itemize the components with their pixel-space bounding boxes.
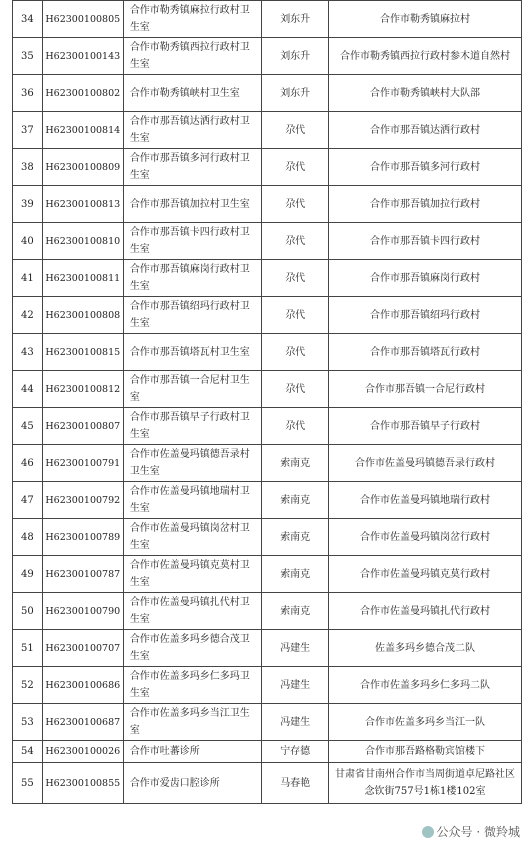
institution-name-cell: 合作市佐盖多玛乡德合茂卫生室 [123, 630, 262, 667]
address-cell: 合作市那吾路格勒宾馆楼下 [329, 741, 522, 763]
address-cell: 合作市那吾镇绍玛行政村 [329, 297, 522, 334]
institution-name-cell: 合作市勒秀镇峡村卫生室 [123, 75, 262, 112]
institution-code-cell: H62300100814 [42, 112, 123, 149]
row-number-cell: 40 [13, 223, 43, 260]
address-cell: 合作市勒秀镇麻拉村 [329, 1, 522, 38]
row-number-cell: 49 [13, 556, 43, 593]
table-row [13, 408, 522, 445]
row-number-cell: 39 [13, 186, 43, 223]
institution-code-cell: H62300100026 [42, 741, 123, 763]
address-cell: 合作市那吾镇加拉行政村 [329, 186, 522, 223]
responsible-person-cell: 宁存德 [262, 741, 329, 763]
address-cell: 合作市那吾镇早子行政村 [329, 408, 522, 445]
address-cell: 合作市那吾镇一合尼行政村 [329, 371, 522, 408]
table-row [13, 445, 522, 482]
address-cell: 合作市勒秀镇西拉行政村参木道自然村 [329, 38, 522, 75]
institution-code-cell: H62300100687 [42, 704, 123, 741]
institution-code-cell: H62300100808 [42, 297, 123, 334]
responsible-person-cell: 尕代 [262, 112, 329, 149]
institution-code-cell: H62300100810 [42, 223, 123, 260]
responsible-person-cell: 冯建生 [262, 667, 329, 704]
row-number-cell: 36 [13, 75, 43, 112]
row-number-cell: 45 [13, 408, 43, 445]
institution-name-cell: 合作市吐蕃诊所 [123, 741, 262, 763]
row-number-cell: 38 [13, 149, 43, 186]
institution-name-cell: 合作市佐盖曼玛镇扎代村卫生室 [123, 593, 262, 630]
table-row [13, 482, 522, 519]
table-row [13, 223, 522, 260]
responsible-person-cell: 尕代 [262, 149, 329, 186]
institution-code-cell: H62300100707 [42, 630, 123, 667]
row-number-cell: 34 [13, 1, 43, 38]
address-cell: 合作市勒秀镇峡村大队部 [329, 75, 522, 112]
row-number-cell: 35 [13, 38, 43, 75]
institution-code-cell: H62300100855 [42, 763, 123, 804]
responsible-person-cell: 尕代 [262, 334, 329, 371]
row-number-cell: 46 [13, 445, 43, 482]
address-cell: 合作市佐盖曼玛镇扎代行政村 [329, 593, 522, 630]
address-cell: 合作市那吾镇麻岗行政村 [329, 260, 522, 297]
responsible-person-cell: 尕代 [262, 371, 329, 408]
responsible-person-cell: 索南克 [262, 482, 329, 519]
responsible-person-cell: 尕代 [262, 260, 329, 297]
address-cell: 合作市那吾镇达洒行政村 [329, 112, 522, 149]
clinic-table-container [12, 0, 522, 804]
row-number-cell: 54 [13, 741, 43, 763]
address-cell: 合作市佐盖曼玛镇岗岔行政村 [329, 519, 522, 556]
address-cell: 佐盖多玛乡德合茂二队 [329, 630, 522, 667]
address-cell: 合作市佐盖多玛乡仁多玛二队 [329, 667, 522, 704]
table-row [13, 260, 522, 297]
table-row [13, 371, 522, 408]
institution-code-cell: H62300100791 [42, 445, 123, 482]
responsible-person-cell: 尕代 [262, 223, 329, 260]
table-row [13, 334, 522, 371]
table-row [13, 75, 522, 112]
row-number-cell: 48 [13, 519, 43, 556]
table-row [13, 519, 522, 556]
address-cell: 合作市那吾镇塔瓦行政村 [329, 334, 522, 371]
responsible-person-cell: 冯建生 [262, 630, 329, 667]
table-row [13, 593, 522, 630]
institution-name-cell: 合作市那吾镇卡四行政村卫生室 [123, 223, 262, 260]
row-number-cell: 47 [13, 482, 43, 519]
row-number-cell: 52 [13, 667, 43, 704]
responsible-person-cell: 尕代 [262, 297, 329, 334]
institution-code-cell: H62300100813 [42, 186, 123, 223]
responsible-person-cell: 索南克 [262, 593, 329, 630]
institution-code-cell: H62300100789 [42, 519, 123, 556]
institution-name-cell: 合作市那吾镇加拉村卫生室 [123, 186, 262, 223]
table-row [13, 763, 522, 804]
row-number-cell: 37 [13, 112, 43, 149]
watermark [420, 823, 522, 840]
institution-name-cell: 合作市爱齿口腔诊所 [123, 763, 262, 804]
table-row [13, 112, 522, 149]
institution-code-cell: H62300100790 [42, 593, 123, 630]
responsible-person-cell: 刘东升 [262, 1, 329, 38]
institution-code-cell: H62300100686 [42, 667, 123, 704]
responsible-person-cell: 索南克 [262, 556, 329, 593]
table-row [13, 186, 522, 223]
institution-name-cell: 合作市佐盖曼玛镇克莫村卫生室 [123, 556, 262, 593]
institution-name-cell: 合作市佐盖曼玛镇岗岔村卫生室 [123, 519, 262, 556]
address-cell: 合作市佐盖多玛乡当江一队 [329, 704, 522, 741]
responsible-person-cell: 尕代 [262, 408, 329, 445]
table-row [13, 297, 522, 334]
institution-code-cell: H62300100807 [42, 408, 123, 445]
institution-name-cell: 合作市那吾镇早子行政村卫生室 [123, 408, 262, 445]
row-number-cell: 53 [13, 704, 43, 741]
table-row [13, 741, 522, 763]
address-cell: 合作市佐盖曼玛镇克莫行政村 [329, 556, 522, 593]
institution-code-cell: H62300100815 [42, 334, 123, 371]
institution-code-cell: H62300100805 [42, 1, 123, 38]
institution-name-cell: 合作市佐盖曼玛镇德吾录村卫生室 [123, 445, 262, 482]
responsible-person-cell: 索南克 [262, 519, 329, 556]
institution-name-cell: 合作市佐盖曼玛镇地瑞村卫生室 [123, 482, 262, 519]
institution-code-cell: H62300100809 [42, 149, 123, 186]
institution-name-cell: 合作市那吾镇一合尼村卫生室 [123, 371, 262, 408]
wechat-logo-icon [422, 826, 434, 838]
responsible-person-cell: 刘东升 [262, 75, 329, 112]
institution-code-cell: H62300100811 [42, 260, 123, 297]
row-number-cell: 51 [13, 630, 43, 667]
table-row [13, 556, 522, 593]
table-row [13, 630, 522, 667]
institution-name-cell: 合作市那吾镇多河行政村卫生室 [123, 149, 262, 186]
institution-code-cell: H62300100812 [42, 371, 123, 408]
institution-code-cell: H62300100792 [42, 482, 123, 519]
address-cell: 甘肃省甘南州合作市当周街道卓尼路社区念钦街757号1栋1楼102室 [329, 763, 522, 804]
row-number-cell: 43 [13, 334, 43, 371]
responsible-person-cell: 冯建生 [262, 704, 329, 741]
table-row [13, 149, 522, 186]
institution-name-cell: 合作市那吾镇达洒行政村卫生室 [123, 112, 262, 149]
clinic-table-body [13, 1, 522, 804]
institution-name-cell: 合作市勒秀镇西拉行政村卫生室 [123, 38, 262, 75]
institution-code-cell: H62300100802 [42, 75, 123, 112]
institution-code-cell: H62300100787 [42, 556, 123, 593]
address-cell: 合作市那吾镇卡四行政村 [329, 223, 522, 260]
institution-name-cell: 合作市那吾镇塔瓦村卫生室 [123, 334, 262, 371]
address-cell: 合作市佐盖曼玛镇地瑞行政村 [329, 482, 522, 519]
institution-name-cell: 合作市那吾镇麻岗行政村卫生室 [123, 260, 262, 297]
institution-name-cell: 合作市佐盖多玛乡仁多玛卫生室 [123, 667, 262, 704]
clinic-table [12, 0, 522, 804]
responsible-person-cell: 索南克 [262, 445, 329, 482]
row-number-cell: 41 [13, 260, 43, 297]
table-row [13, 1, 522, 38]
responsible-person-cell: 尕代 [262, 186, 329, 223]
institution-name-cell: 合作市勒秀镇麻拉行政村卫生室 [123, 1, 262, 38]
institution-name-cell: 合作市佐盖多玛乡当江卫生室 [123, 704, 262, 741]
row-number-cell: 42 [13, 297, 43, 334]
responsible-person-cell: 刘东升 [262, 38, 329, 75]
table-row [13, 704, 522, 741]
address-cell: 合作市那吾镇多河行政村 [329, 149, 522, 186]
address-cell: 合作市佐盖曼玛镇德吾录行政村 [329, 445, 522, 482]
row-number-cell: 44 [13, 371, 43, 408]
table-row [13, 667, 522, 704]
table-row [13, 38, 522, 75]
watermark-text: 公众号 · 微羚城 [436, 825, 520, 839]
institution-code-cell: H62300100143 [42, 38, 123, 75]
row-number-cell: 55 [13, 763, 43, 804]
responsible-person-cell: 马春艳 [262, 763, 329, 804]
row-number-cell: 50 [13, 593, 43, 630]
institution-name-cell: 合作市那吾镇绍玛行政村卫生室 [123, 297, 262, 334]
